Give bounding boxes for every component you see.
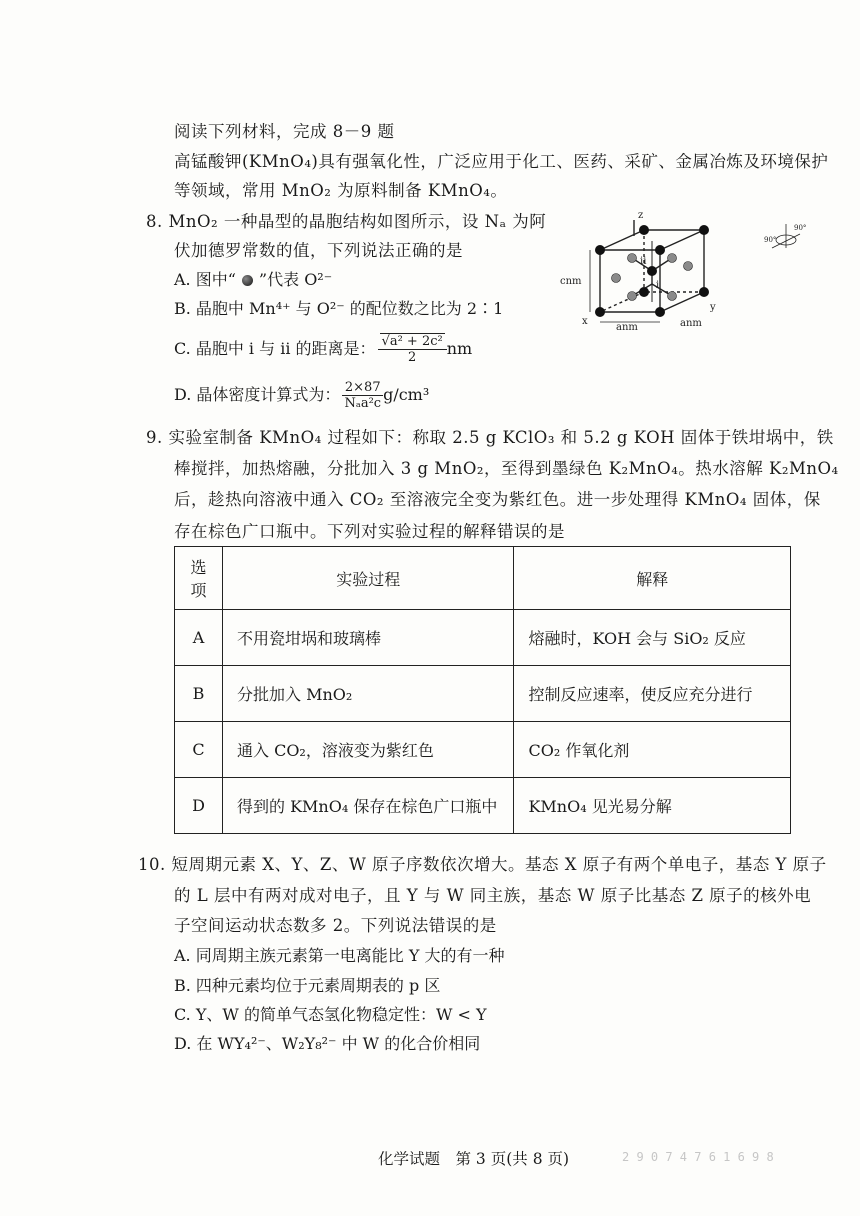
q8-stem-line-2: 伏加德罗常数的值，下列说法正确的是 bbox=[174, 241, 463, 260]
q10-option-b: B. 四种元素均位于元素周期表的 p 区 bbox=[174, 976, 441, 995]
table-cell: KMnO₄ 见光易分解 bbox=[514, 778, 791, 834]
axis-angle-icon bbox=[764, 224, 806, 248]
table-row bbox=[175, 778, 791, 834]
table-cell: D bbox=[175, 778, 223, 834]
svg-text:z: z bbox=[638, 210, 644, 221]
table-header-cell: 实验过程 bbox=[222, 547, 513, 610]
svg-text:y: y bbox=[710, 302, 716, 313]
crystal-cell-figure bbox=[560, 206, 830, 341]
table-cell: 分批加入 MnO₂ bbox=[222, 666, 513, 722]
table-cell: B bbox=[175, 666, 223, 722]
page-footer: 化学试题 第 3 页(共 8 页) bbox=[378, 1150, 570, 1168]
sphere-symbol-icon bbox=[242, 275, 253, 286]
table-header-row bbox=[175, 547, 791, 610]
q9-stem-line-4: 存在棕色广口瓶中。下列对实验过程的解释错误的是 bbox=[174, 522, 565, 541]
table-cell: 通入 CO₂，溶液变为紫红色 bbox=[222, 722, 513, 778]
q10-stem-line-1: 10. 短周期元素 X、Y、Z、W 原子序数依次增大。基态 X 原子有两个单电子，基态 Y 原子 bbox=[138, 855, 827, 874]
table-cell: 控制反应速率，使反应充分进行 bbox=[514, 666, 791, 722]
q8-stem-line-1: 8. MnO₂ 一种晶型的晶胞结构如图所示，设 Nₐ 为阿 bbox=[146, 212, 547, 231]
svg-text:cnm: cnm bbox=[560, 276, 582, 287]
q10-option-c: C. Y、W 的简单气态氢化物稳定性：W < Y bbox=[174, 1005, 487, 1024]
svg-text:ii: ii bbox=[640, 256, 647, 267]
svg-text:anm: anm bbox=[680, 318, 702, 329]
q8-option-d: D. 晶体密度计算式为： $\frac{2\times 87}{\text{Nₐa²c}}$ g/cm³ bbox=[174, 380, 430, 411]
q10-option-a: A. 同周期主族元素第一电离能比 Y 大的有一种 bbox=[174, 946, 505, 965]
intro-line-1: 阅读下列材料，完成 8－9 题 bbox=[174, 122, 395, 141]
intro-line-2: 高锰酸钾(KMnO₄)具有强氧化性，广泛应用于化工、医药、采矿、金属冶炼及环境保护 bbox=[174, 152, 829, 171]
q8-option-a: A. 图中“ ”代表 O²⁻ bbox=[174, 270, 333, 289]
table-cell: CO₂ 作氧化剂 bbox=[514, 722, 791, 778]
watermark-number: 2 9 0 7 4 7 6 1 6 9 8 bbox=[622, 1150, 774, 1164]
svg-text:x: x bbox=[582, 316, 588, 327]
intro-line-3: 等领域，常用 MnO₂ 为原料制备 KMnO₄。 bbox=[174, 181, 508, 200]
table-header-cell: 解释 bbox=[514, 547, 791, 610]
q10-stem-line-2: 的 L 层中有两对成对电子，且 Y 与 W 同主族，基态 W 原子比基态 Z 原子的核外电 bbox=[174, 886, 812, 905]
svg-text:anm: anm bbox=[616, 322, 638, 333]
table-cell: A bbox=[175, 610, 223, 666]
q9-stem-line-3: 后，趁热向溶液中通入 CO₂ 至溶液完全变为紫红色。进一步处理得 KMnO₄ 固体，保 bbox=[174, 490, 821, 509]
q9-table bbox=[174, 546, 791, 834]
q10-option-d: D. 在 WY₄²⁻、W₂Y₈²⁻ 中 W 的化合价相同 bbox=[174, 1034, 481, 1053]
q10-stem-line-3: 子空间运动状态数多 2。下列说法错误的是 bbox=[174, 916, 497, 935]
q9-stem-line-2: 棒搅拌，加热熔融，分批加入 3 g MnO₂，至得到墨绿色 K₂MnO₄。热水溶解 K₂MnO₄ bbox=[174, 459, 839, 478]
q9-stem-line-1: 9. 实验室制备 KMnO₄ 过程如下：称取 2.5 g KClO₃ 和 5.2 g KOH 固体于铁坩埚中，铁 bbox=[146, 428, 834, 447]
table-row bbox=[175, 666, 791, 722]
svg-text:90°: 90° bbox=[764, 236, 777, 244]
q8-option-b: B. 晶胞中 Mn⁴⁺ 与 O²⁻ 的配位数之比为 2∶1 bbox=[174, 299, 504, 318]
table-cell: 熔融时，KOH 会与 SiO₂ 反应 bbox=[514, 610, 791, 666]
table-row bbox=[175, 610, 791, 666]
table-cell: 得到的 KMnO₄ 保存在棕色广口瓶中 bbox=[222, 778, 513, 834]
table-row bbox=[175, 722, 791, 778]
q8-option-c: C. 晶胞中 i 与 ii 的距离是： $\frac{\text{√a² + 2c²}}{2}$ nm bbox=[174, 334, 473, 365]
table-cell: 不用瓷坩埚和玻璃棒 bbox=[222, 610, 513, 666]
svg-text:i: i bbox=[656, 280, 660, 291]
svg-text:90°: 90° bbox=[794, 224, 807, 232]
table-cell: C bbox=[175, 722, 223, 778]
table-header-cell: 选项 bbox=[175, 547, 223, 610]
